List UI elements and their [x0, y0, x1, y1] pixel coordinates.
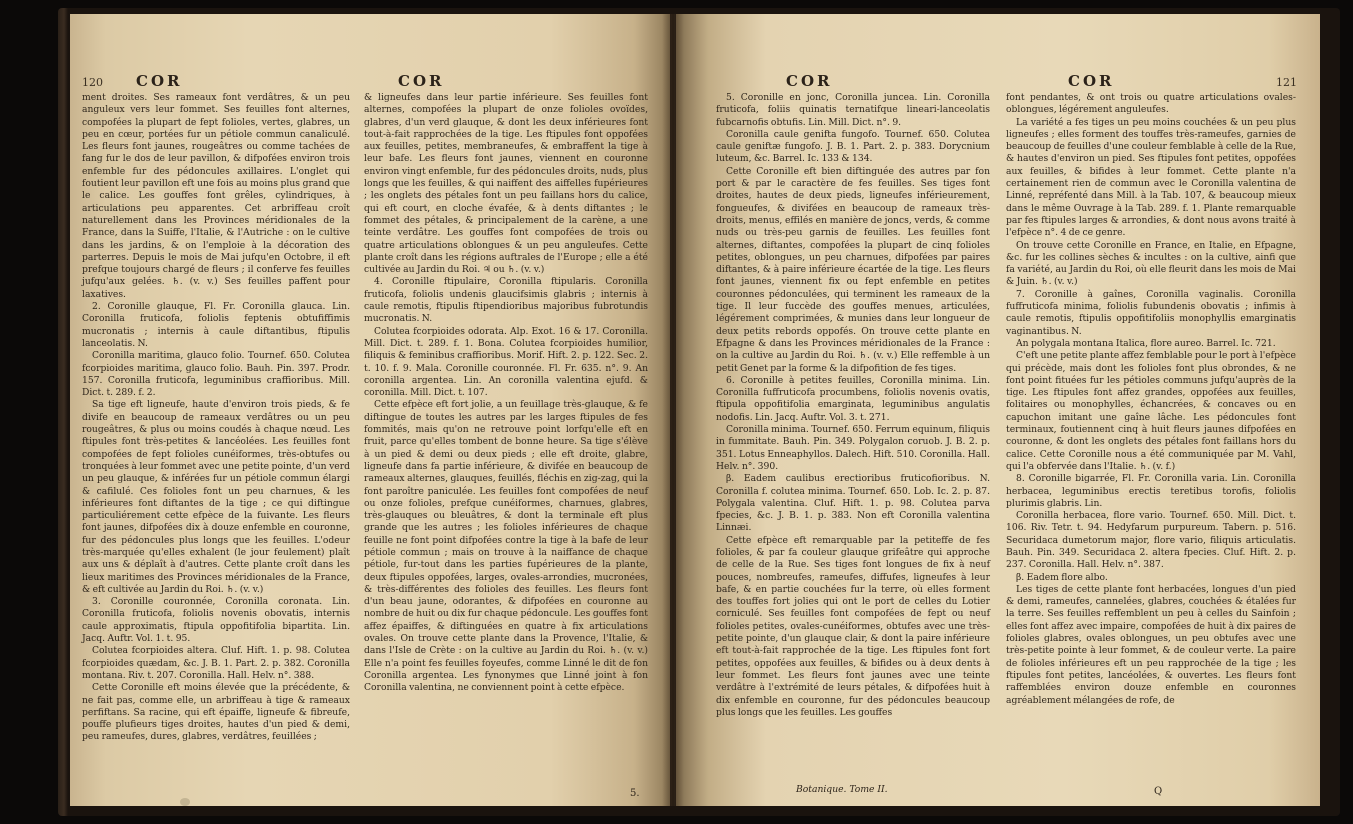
- left-column-1: [82, 92, 350, 744]
- paragraph: β. Eadem caulibus erectioribus fruticofioribus. N. Coronilla f. colutea minima. Tournef. 650. Lob. Ic. 2. p. 87. Polygala valentina. Cluf. Hift. 1. p. 98. Colutea parva fpecies, &c. J. B. 1. p. 383. Non eft Coronilla valentina Linnæi.: [716, 473, 990, 534]
- running-header-left-col2: COR: [398, 72, 445, 90]
- paragraph: & ligneufes dans leur partie inférieure. Ses feuilles font alternes, compofées la plupart de onze folioles ovoïdes, glabres, d'un verd glauque, & dont les deux inférieures font tout-à-fait rapprochées de la tige. Les ftipules font oppofées aux feuilles, petites, membraneufes, & embraffent la tige à leur bafe. Les fleurs font jaunes, viennent en couronne environ vingt enfemble, fur des pédoncules droits, nuds, plus longs que les feuilles, & qui naiffent des aiffelles fupérieures ; les onglets des pétales font un peu faillans hors du calice, qui eft court, en cloche évafée, & à dents diftantes ; le fommet des pétales, & principalement de la carène, a une teinte verdâtre. Les gouffes font compofées de trois ou quatre articulations oblongues & un peu anguleufes. Cette plante croît dans les régions auftrales de l'Europe ; elle a été cultivée au Jardin du Roi. ♃ ou ♄. (v. v.): [364, 92, 648, 276]
- paragraph: β. Eadem flore albo.: [1016, 571, 1108, 583]
- paragraph: Cette Coronille eft moins élevée que la précédente, & ne fait pas, comme elle, un arbriffeau à tige & rameaux perfiftans. Sa racine, qui eft épaiffe, ligneufe & fibreufe, pouffe plufieurs tiges droites, hautes d'un pied & demi, peu rameufes, dures, glabres, verdâtres, feuillées ;: [82, 682, 350, 743]
- signature-mark-left: 5.: [630, 788, 640, 799]
- paragraph: Cette efpèce eft fort jolie, a un feuillage très-glauque, & fe diftingue de toutes les autres par les larges ftipules de fes fommités, mais qu'on ne retrouve point lorfqu'elle eft en fruit, parce qu'elles tombent de bonne heure. Sa tige s'élève à un pied & demi ou deux pieds ; elle eft droite, glabre, ligneufe dans fa partie inférieure, & divifée en beaucoup de rameaux alternes, glauques, feuillés, fléchis en zig-zag, qui la font paroître paniculée. Les feuilles font compofées de neuf ou onze folioles, prefque cunéiformes, charnues, glabres, très-glauques ou bleuâtres, & dont la terminale eft plus grande que les autres ; les folioles inférieures de chaque feuille ne font point difpofées contre la tige à la bafe de leur pétiole commun ; mais on trouve à la naiffance de chaque pétiole, fur-tout dans les parties fupérieures de la plante, deux ftipules oppofées, larges, ovales-arrondies, mucronées, & très-différentes des folioles des feuilles. Les fleurs font d'un beau jaune, odorantes, & difpofées en couronne au nombre de huit ou dix fur chaque pédoncule. Les gouffes font affez épaiffes, & diftinguées en quatre à fix articulations ovales. On trouve cette plante dans la Provence, l'Italie, & dans l'Isle de Crète : on la cultive au Jardin du Roi. ♄. (v. v.) Elle n'a point fes feuilles foyeufes, comme Linné le dit de fon Coronilla argentea. Les fynonymes que Linné joint à fon Coronilla valentina, ne conviennent point à cette efpèce.: [364, 399, 648, 694]
- right-column-1: [716, 92, 990, 719]
- paragraph: An polygala montana Italica, flore aureo. Barrel. Ic. 721.: [1016, 337, 1276, 349]
- paragraph: La variété a fes tiges un peu moins couchées & un peu plus ligneufes ; elles forment des touffes très-rameufes, garnies de beaucoup de feuilles d'une couleur femblable à celle de la Rue, & hautes d'environ un pied. Ses ftipules font petites, oppofées aux feuilles, & bifides à leur fommet. Cette plante n'a certainement rien de commun avec le Coronilla valentina de Linné, repréfenté dans Mill. à la Tab. 107, & beaucoup mieux dans le même Ouvrage à la Tab. 289. f. 1. Plante remarquable par fes ftipules larges & arrondies, & dont nous avons traité à l'efpèce n°. 4 de ce genre.: [1006, 116, 1296, 239]
- running-header-right-col2: COR: [1068, 72, 1115, 90]
- book-gutter: [662, 14, 684, 806]
- left-column-2: [364, 92, 648, 695]
- paragraph: 4. Coronille ftipulaire, Coronilla ftipularis. Coronilla fruticofa, foliolis undenis glaucifsimis glabris ; internis à caule remotis, ftipulis ftipendioribus majoribus fubrotundis mucronatis. N.: [364, 276, 648, 325]
- signature-mark-right: Q: [1154, 786, 1163, 797]
- page-number-right: 121: [1276, 76, 1297, 89]
- page-number-left: 120: [82, 76, 103, 89]
- paragraph: 3. Coronille couronnée, Coronilla coronata. Lin. Coronilla fruticofa, foliolis novenis obovatis, internis caule approximatis, ftipula oppofitifolia bipartita. Lin. Jacq. Auftr. Vol. 1. t. 95.: [82, 596, 350, 645]
- volume-footer: Botanique. Tome II.: [796, 784, 888, 795]
- paragraph: On trouve cette Coronille en France, en Italie, en Efpagne, &c. fur les collines sèches & incultes : on la cultive, ainfi que fa variété, au Jardin du Roi, où elle fleurit dans les mois de Mai & Juin. ♄. (v. v.): [1006, 239, 1296, 288]
- paragraph: Cette efpèce eft remarquable par la petiteffe de fes folioles, & par fa couleur glauque grifeâtre qui approche de celle de la Rue. Ses tiges font longues de fix à neuf pouces, nombreufes, rameufes, diffufes, ligneufes à leur bafe, & en partie couchées fur la terre, où elles forment des touffes fort jolies qui ont le port de celles du Lotier corniculé. Ses feuilles font compofées de fept ou neuf folioles petites, ovales-cunéiformes, obtufes avec une très-petite pointe, d'un glauque clair, & dont la paire inférieure eft tout-à-fait rapprochée de la tige. Les ftipules font fort petites, oppofées aux feuilles, & bifides ou à deux dents à leur fommet. Les fleurs font jaunes avec une teinte verdâtre à l'extrémité de leurs pétales, & difpofées huit à dix enfemble en couronne, fur des pédoncules beaucoup plus longs que les feuilles. Les gouffes: [716, 534, 990, 718]
- paragraph: Coronilla herbacea, flore vario. Tournef. 650. Mill. Dict. t. 106. Riv. Tetr. t. 94. Hedyfarum purpureum. Tabern. p. 516. Securidaca dumetorum major, flore vario, filiquis articulatis. Bauh. Pin. 349. Securidaca 2. altera fpecies. Cluf. Hift. 2. p. 237. Coronilla. Hall. Helv. n°. 387.: [1006, 510, 1296, 571]
- left-page: [70, 14, 670, 806]
- paragraph: Colutea fcorpioides altera. Cluf. Hift. 1. p. 98. Colutea fcorpioides quædam, &c. J. B. 1. Part. 2. p. 382. Coronilla montana. Riv. t. 207. Coronilla. Hall. Helv. n°. 388.: [82, 645, 350, 681]
- paragraph: 5. Coronille en jonc, Coronilla juncea. Lin. Coronilla fruticofa, foliis quinatis ternatifque lineari-lanceolatis fubcarnofis obtufis. Lin. Mill. Dict. n°. 9.: [716, 92, 990, 128]
- running-header-right-col1: COR: [786, 72, 833, 90]
- paragraph: Colutea fcorpioides odorata. Alp. Exot. 16 & 17. Coronilla. Mill. Dict. t. 289. f. 1. Bona. Colutea fcorpioides humilior, filiquis & feminibus craffioribus. Morif. Hift. 2. p. 122. Sec. 2. t. 10. f. 9. Mala. Coronille couronnée. Fl. Fr. 635. n°. 9. An coronilla argentea. Lin. An coronilla valentina ejufd. & coronilla. Mill. Dict. t. 107.: [364, 325, 648, 399]
- paragraph: Coronilla caule genifta fungofo. Tournef. 650. Colutea caule geniftæ fungofo. J. B. 1. Part. 2. p. 383. Dorycnium luteum, &c. Barrel. Ic. 133 & 134.: [716, 128, 990, 165]
- paragraph: Coronilla maritima, glauco folio. Tournef. 650. Colutea fcorpioides maritima, glauco folio. Bauh. Pin. 397. Prodr. 157. Coronilla fruticofa, leguminibus craffioribus. Mill. Dict. t. 289. f. 2.: [82, 350, 350, 399]
- paper-stain: [180, 798, 190, 806]
- paragraph: Coronilla minima. Tournef. 650. Ferrum equinum, filiquis in fummitate. Bauh. Pin. 349. Polygalon coruob. J. B. 2. p. 351. Lotus Enneaphyllos. Dalech. Hift. 510. Coronilla. Hall. Helv. n°. 390.: [716, 424, 990, 472]
- paragraph: C'eft une petite plante affez femblable pour le port à l'efpèce qui précède, mais dont les folioles font plus obrondes, & ne font point fituées fur les pétioles communs jufqu'auprès de la tige. Les ftipules font affez grandes, oppofées aux feuilles, folitaires ou monophylles, échancrées, & concaves ou en capuchon imitant une gaîne lâche. Les pédoncules font terminaux, foutiennent cinq à huit fleurs jaunes difpofées en couronne, & dont les onglets des pétales font faillans hors du calice. Cette Coronille nous a été communiquée par M. Vahl, qui l'a obfervée dans l'Italie. ♄. (v. f.): [1006, 350, 1296, 472]
- right-column-2: [1006, 92, 1296, 707]
- paragraph: Cette Coronille eft bien diftinguée des autres par fon port & par le caractère de fes feuilles. Ses tiges font droites, hautes de deux pieds, ligneufes inférieurement, fongueufes, & divifées en beaucoup de rameaux très-droits, menus, effilés en manière de joncs, verds, & comme nuds ou très-peu garnis de feuilles. Les feuilles font alternes, diftantes, compofées la plupart de cinq folioles petites, oblongues, un peu charnues, difpofées par paires diftantes, & à paire inférieure écartée de la tige. Les fleurs font jaunes, viennent fix ou fept enfemble en petites couronnes pédonculées, qui terminent les rameaux de la tige. Il leur fuccède des gouffes menues, articulées, légérement comprimées, & munies dans leur longueur de deux petits rebords oppofés. On trouve cette plante en Efpagne & dans les Provinces méridionales de la France : on la cultive au Jardin du Roi. ♄. (v. v.) Elle reffemble à un petit Genet par la forme & la difpofition de fes tiges.: [716, 165, 990, 374]
- paragraph: Sa tige eft ligneufe, haute d'environ trois pieds, & fe divife en beaucoup de rameaux verdâtres ou un peu rougeâtres, & plus ou moins coudés à chaque nœud. Les ftipules font très-petites & lancéolées. Les feuilles font compofées de fept folioles cunéiformes, très-obtufes ou tronquées à leur fommet avec une petite pointe, d'un verd un peu glauque, & inférées fur un pétiole commun élargi & cafilulé. Ces folioles font un peu charnues, & les inférieures font diftantes de la tige ; ce qui diftingue particuliérement cette efpèce de la fuivante. Les fleurs font jaunes, difpofées dix à douze enfemble en couronne, fur des pédoncules plus longs que les feuilles. L'odeur très-marquée qu'elles exhalent (le jour feulement) plaît aux uns & déplaît à d'autres. Cette plante croît dans les lieux maritimes des Provinces méridionales de la France, & eft cultivée au Jardin du Roi. ♄. (v. v.): [82, 399, 350, 595]
- paragraph: Les tiges de cette plante font herbacées, longues d'un pied & demi, rameufes, cannelées, glabres, couchées & étalées fur la terre. Ses feuilles reffemblent un peu à celles du Sainfoin ; elles font affez avec impaire, compofées de huit à dix paires de folioles glabres, ovales oblongues, un peu obtufes avec une très-petite pointe à leur fommet, & de couleur verte. La paire de folioles inférieures eft un peu rapprochée de la tige ; les ftipules font petites, lancéolées, & ouvertes. Les fleurs font raffemblées environ douze enfemble en couronnes agréablement mélangées de rofe, de: [1006, 583, 1296, 706]
- paragraph: 7. Coronille à gaînes, Coronilla vaginalis. Coronilla fuffruticofa minima, foliolis fubundenis obovatis ; infimis à caule remotis, ftipulis oppofitifoliis monophyllis emarginatis vaginantibus. N.: [1006, 288, 1296, 337]
- paragraph: 6. Coronille à petites feuilles, Coronilla minima. Lin. Coronilla fuffruticofa procumbens, foliolis novenis ovatis, ftipula oppofitifolia emarginata, leguminibus angulatis nodofis. Lin. Jacq. Auftr. Vol. 3. t. 271.: [716, 374, 990, 423]
- paragraph: 2. Coronille glauque, Fl. Fr. Coronilla glauca. Lin. Coronilla fruticofa, foliolis feptenis obtufiffimis mucronatis ; internis à caule diftantibus, ftipulis lanceolatis. N.: [82, 301, 350, 349]
- running-header-left-col1: COR: [136, 72, 183, 90]
- paragraph: font pendantes, & ont trois ou quatre articulations ovales-oblongues, légérement anguleufes.: [1006, 92, 1296, 116]
- paragraph: 8. Coronille bigarrée, Fl. Fr. Coronilla varia. Lin. Coronilla herbacea, leguminibus erectis teretibus torofis, foliolis plurimis glabris. Lin.: [1006, 473, 1296, 509]
- right-page: [676, 14, 1320, 806]
- paragraph: ment droites. Ses rameaux font verdâtres, & un peu anguleux vers leur fommet. Ses feuilles font alternes, compofées la plupart de fept folioles, vertes, glabres, un peu en cœur, portées fur un pétiole commun canaliculé. Les fleurs font jaunes, rougeâtres ou comme tachées de fang fur le dos de leur pavillon, & difpofées environ trois enfemble fur des pédoncules axillaires. L'onglet qui foutient leur pavillon eft une fois au moins plus grand que le calice. Les gouffes font grêles, cylindriques, à articulations peu apparentes. Cet arbriffeau croît naturellement dans les Provinces méridionales de la France, dans la Suiffe, l'Italie, & l'Autriche : on le cultive dans les jardins, & on l'emploie à la décoration des parterres. Depuis le mois de Mai jufqu'en Octobre, il eft prefque toujours chargé de fleurs ; il conferve fes feuilles jufqu'aux gelées. ♄. (v. v.) Ses feuilles paffent pour laxatives.: [82, 92, 350, 300]
